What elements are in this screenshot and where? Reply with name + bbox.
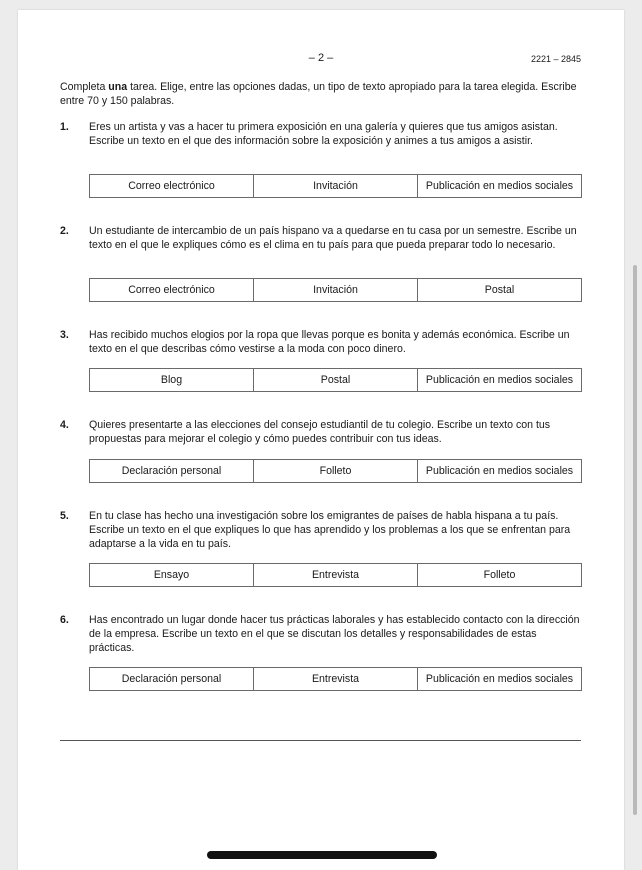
option-cell: Folleto	[417, 564, 581, 586]
task-6-options	[89, 667, 582, 691]
option-cell: Ensayo	[153, 569, 190, 581]
task-1	[60, 120, 582, 148]
task-number: 3.	[60, 329, 69, 341]
task-text: Quieres presentarte a las elecciones del consejo estudiantil de tu colegio. Escribe un texto con tus propuestas para mejorar el colegio y cómo puedes contribuir con tus ideas.	[89, 419, 551, 445]
task-6	[60, 613, 582, 655]
document-page	[18, 10, 624, 870]
task-text: Eres un artista y vas a hacer tu primera exposición en una galería y quieres que tus amigos asistan. Escribe un texto en el que des información sobre la exposición y animes a tus amigos a asistir.	[89, 121, 558, 147]
option-cell: Folleto	[253, 460, 417, 482]
option-cell: Postal	[417, 279, 581, 301]
instructions-pre: Completa	[60, 81, 109, 93]
option-cell: Blog	[160, 374, 183, 386]
option-cell: Correo electrónico	[128, 180, 215, 192]
task-text: En tu clase has hecho una investigación sobre los emigrantes de países de habla hispana a tu país. Escribe un texto en el que expliques lo que has aprendido y los problemas a los que se enfrentan para adaptarse a la vida en tu país.	[89, 510, 571, 550]
option-cell: Publicación en medios sociales	[417, 460, 581, 482]
page-number: – 2 –	[308, 52, 334, 64]
option-cell: Declaración personal	[121, 673, 222, 685]
task-number: 2.	[60, 225, 69, 237]
task-2	[60, 224, 582, 252]
option-cell: Entrevista	[253, 564, 417, 586]
task-5	[60, 509, 582, 551]
instructions-bold: una	[108, 81, 128, 93]
task-text: Un estudiante de intercambio de un país hispano va a quedarse en tu casa por un semestre. Escribe un texto en el que le expliques cómo es el clima en tu país para que pueda preparar todo lo necesario.	[89, 225, 577, 251]
instructions	[60, 80, 590, 108]
option-cell: Postal	[253, 369, 417, 391]
home-indicator[interactable]	[207, 851, 437, 859]
task-text: Has recibido muchos elogios por la ropa que llevas porque es bonita y además económica. Escribe un texto en el que describas cómo vestirse a la moda con poco dinero.	[89, 329, 570, 355]
task-number: 6.	[60, 614, 69, 626]
option-cell: Publicación en medios sociales	[417, 668, 581, 690]
task-5-options	[89, 563, 582, 587]
task-3-options	[89, 368, 582, 392]
task-3	[60, 328, 582, 356]
paper-code: 2221 – 2845	[530, 54, 581, 64]
option-cell: Publicación en medios sociales	[417, 175, 581, 197]
option-cell: Publicación en medios sociales	[417, 369, 581, 391]
task-number: 5.	[60, 510, 69, 522]
task-2-options	[89, 278, 582, 302]
task-4-options	[89, 459, 582, 483]
instructions-post: tarea. Elige, entre las opciones dadas, un tipo de texto apropiado para la tarea elegida. Escribe entre 70 y 150 palabras.	[60, 81, 577, 107]
option-cell: Entrevista	[253, 668, 417, 690]
option-cell: Declaración personal	[121, 465, 222, 477]
task-text: Has encontrado un lugar donde hacer tus prácticas laborales y has establecido contacto con la dirección de la empresa. Escribe un texto en el que se discutan los detalles y responsabilidades de estas prácticas.	[89, 614, 580, 654]
scrollbar[interactable]	[633, 265, 637, 815]
option-cell: Invitación	[253, 279, 417, 301]
task-number: 4.	[60, 419, 69, 431]
task-number: 1.	[60, 121, 69, 133]
task-4	[60, 418, 582, 446]
option-cell: Invitación	[253, 175, 417, 197]
option-cell: Correo electrónico	[128, 284, 215, 296]
task-1-options	[89, 174, 582, 198]
footer-divider	[60, 740, 581, 741]
